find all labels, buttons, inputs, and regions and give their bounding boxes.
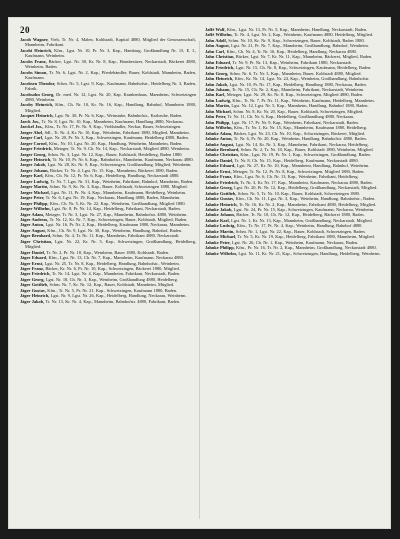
entry-details: Kfm., Ch. Nr. 12, Pr. Nr. 6, Kap., Heidelberg, Handlung, Neckarstadt 4880. (44, 173, 180, 179)
entry-details: Kfm., Nr. 10, Lgst. Nr. 20, Kap., Handlung, Weinheim, Mannheim, Baden. (49, 140, 183, 146)
entry-name: Jahnke Michael, (205, 234, 237, 240)
entry-details: Metzger, Tr. Nr. 9, Ch. Nr. 14, Kap., Neckarstadt, Mitglied 4880, Weinheim. (53, 146, 190, 152)
entry-details: Schm. Nr. 5, Lgst. 9, Kap., Kaufmann, Bahnhofstr., Heidelberg Nr. 3, Baden, Fabrik. (25, 80, 196, 92)
entry-details: Metzger, Lgst. Nr. 29, Kr. Nr. 8, Kap., Schwetzingen, Mitglied 4880, Baden. (226, 92, 364, 98)
entry-details: Bäcker, Tr. Nr. 10, Ch. Nr. 12, Kap., Heidelberg, Bäckerei 1880, Baden. (236, 212, 365, 218)
entry-details: Lgst. Nr. 22, Kr. Nr. 5, Kap., Schwetzingen, Großhandlung, Heidelberg, Mitglied. (25, 238, 196, 250)
entry-details: Sdl., Tr. Nr. 4, Kr. Nr. 10, Kap., Weinheim, Fabrikant 1880, Mitglied, Mannheim. (44, 129, 190, 135)
entry-details: Schm. Nr. 7, Kr. Nr. 12, Kap., Bauer, Kohlstadt, Mannheim, Mitglied. (49, 282, 175, 288)
entry-name: Jacobs Simon, (20, 69, 48, 75)
entry-details: Tr. Nr. 7, Lgst. Nr. 31, Kap., Weinheim, Fabrikant, Bahnhof, Mannheim, Baden. (50, 178, 194, 184)
entry-details: Kfm., Ch. Nr. 4, Tr. Nr. 16, Kap., Heidelberg, Handlung, Neckarau 4880. (226, 48, 357, 54)
entry-details: Metzger, Tr. Nr. 3, Lgst. Nr. 27, Kap., Mannheim, Bahnhofstr. 4880, Weinheim. (45, 211, 188, 217)
entry-details: Lgst. Nr. 20, Pr. Nr. 3, Kap., Schwetzingen, Kaufmann, Heidelberg 4880, Baden. (44, 135, 189, 141)
entry-name: Jahnke Gustav, (205, 196, 235, 202)
entry-name: Jahn Johann, (205, 86, 231, 92)
entry-details: Lgst. Nr. 16, Pr. Nr. 2, Kap., Heidelberg, Kaufmann 1880, Neckarau, Mannheim. (45, 222, 190, 228)
entry-name: Jahn Georg, (205, 70, 229, 76)
entry-name: Jaeger Johann, (20, 167, 49, 173)
entry-details: Kfm., Lgst. Nr. 13, Ch. Nr. 7, Kap., Mannheim, Kaufmann, Neckarau 4880. (48, 255, 184, 261)
entry-details: Metzger, Tr. Nr. 12, Pr. Nr. 8, Kap., Schwetzingen, Mitglied 1880, Baden. (232, 168, 365, 174)
entry-name: Jahnke Karl, (205, 217, 230, 223)
entry-name: Jahnke Anton, (205, 136, 233, 142)
right-column (205, 27, 381, 523)
entry-details: Bäcker, Kr. Nr. 6, Pr. Nr. 10, Kap., Schwetzingen, Bäckerei 1880, Mitglied. (45, 266, 180, 272)
entry-details: Tr. Nr. 15, Ch. Nr. 2, Kap., Mannheim, Fabrikant, Neckarstadt, Weinheim. (231, 86, 365, 92)
entry-details: Kfm., Ch. Nr. 5, Kr. Nr. 22, Kap., Weinheim, Großhandlung, Mitglied 1880. (49, 200, 186, 206)
directory-entry (20, 70, 196, 81)
entry-name: Jahn Christian, (205, 54, 235, 60)
entry-name: Jaeck Jos., (20, 118, 41, 124)
entry-name: Jäger Heinrich, (20, 293, 50, 299)
entry-details: Lgst. Nr. 18, Ch. Nr. 3, Kap., Weinheim, Großhandlung 4880, Heidelberg. (45, 276, 178, 282)
entry-name: Jäger Gustav, (20, 287, 46, 293)
entry-name: Jaeger Georg, (20, 151, 47, 157)
entry-details: Schm. Nr. 1, Lgst. Nr. 22, Kap., Bauer, Kohlstadt, Schwetzingen, Baden. (235, 228, 366, 234)
entry-details: Tr. Nr. 2, Pr. Nr. 18, Kap., Weinheim, Bauer 1880, Kohlstadt, Baden. (46, 249, 170, 255)
entry-details: Kfm., Ch. Nr. 10, Kr. Nr. 16, Kap., Handlung, Bahnhof, Mannheim 1880, Mitglied. (25, 102, 196, 113)
entry-details: Dr. med. Nr. 12, Lgst. Nr. 20, Kap. Krankenhaus, Mannheim, Schwetzingen 4880, Weinheim. (25, 91, 196, 102)
entry-details: Tr. Nr. 16, Kr. Nr. 2, Kap., Mannheim, Fabrikant 4880, Heidelberg, Mitglied. (238, 201, 377, 207)
entry-details: Kfm., Kr. Nr. 14, Lgst. Nr. 24, Kap., Weinheim, Großhandlung, Bahnhofstr. (234, 76, 370, 82)
entry-details: Schm. Nr. 5, Tr. Nr. 10, Kap., Bauer, Kohlstadt, Schwetzingen 1880. (237, 190, 360, 196)
entry-details: Tr. Nr. 4, Lgst. Nr. 2, Kap., Weinheim, Kaufmann 4880, Heidelberg, Mitglied. (233, 32, 374, 38)
entry-details: Lgst. Nr. 9, Lgst. Nr. 26, Kap., Heidelberg, Handlung, Neckarau, Weinheim. (50, 293, 187, 299)
entry-name: Jaeger Peter, (20, 195, 45, 201)
entry-details: Lgst. Nr. 30, Pr. Nr. 6, Kap., Weinstube, Bahnhofstr., Karlsruhe, Baden. (54, 113, 183, 119)
entry-name: Jahn Wilhelm, (205, 125, 233, 131)
entry-name: Jahnke Daniel, (205, 157, 234, 163)
entry-details: Kfm., Ch. Nr. 11, Lgst. Nr. 3, Kap., Weinheim, Handlung, Bahnhofstr., Baden. (235, 196, 376, 202)
entry-details: Tr. Nr. 11, Ch. Nr. 6, Kap., Heidelberg, Großhandlung 4880, Neckarau. (227, 114, 355, 120)
entry-name: Jahn Martin, (205, 103, 231, 109)
entry-details: Lgst. Nr. 24, Pr. Nr. 15, Kap., Schwetzingen, Kaufmann, Neckarau, Weinheim. (233, 206, 375, 212)
entry-details: Kfm., Lgst. Nr. 10, Pr. Nr. 3, Kap., Hamburg, Großhandlung Nr. 15, E. I., Kaufmann, Weinheim. (25, 47, 196, 59)
directory-entry (20, 92, 196, 103)
entry-details: Kfm., Tr. Nr. 17, Pr. Nr. 4, Kap., Weinheim, Handlung, Bahnhof 4880. (236, 223, 363, 229)
entry-name: Jahn Peter, (205, 114, 227, 120)
entry-name: Jahnke Heinrich, (205, 201, 238, 207)
entry-name: Jahn Jakob, (205, 81, 229, 87)
entry-details: Lgst. Nr. 28, Kr. Nr. 9, Kap., Schwetzingen, Großhandlung, Mitglied, Weinheim. (47, 162, 192, 168)
entry-name: Jahnke Martin, (205, 228, 235, 234)
entry-details: Kfm., Lgst. Nr. 6, Ch. Nr. 13, Kap., Weinheim, Fabrikant, Heidelberg. (233, 174, 359, 180)
entry-name: Jahn Philipp, (205, 119, 231, 125)
entry-details: Kfm., Lgst. Nr. 13, Pr. Nr. 5, Kap., Mannheim, Handlung, Neckarstadt, Baden. (226, 27, 368, 32)
entry-details: Bäcker, Tr. Nr. 4, Lgst. Nr. 15, Kap., Mannheim, Bäckerei 1880, Baden. (49, 167, 179, 173)
entry-details: Schm. Nr. 2, Tr. Nr. 18, Kap., Bauer, Kohlstadt 1880, Weinheim, Mitglied. (240, 146, 374, 152)
entry-details: Bäcker, Lgst. Nr. 7, Kr. Nr. 11, Kap., Mannheim, Bäckerei, Mitglied, Baden. (235, 54, 373, 60)
entry-name: Jacobi Heinrich, (20, 47, 52, 53)
entry-name: Jahnke Gottlieb, (205, 190, 237, 196)
entry-name: Jahnke Christian, (205, 152, 239, 158)
entry-name: Jaeger Karl, (20, 173, 44, 179)
entry-details: Lgst. Nr. 26, Ch. Nr. 1, Kap., Weinheim, Kaufmann, Neckarau, Baden. (231, 239, 359, 245)
entry-details: Lgst. Nr. 10, Pr. Nr. 17, Kap., Heidelberg, Handlung 1880, Neckarau, Baden. (229, 81, 367, 87)
directory-entry (20, 299, 196, 304)
entry-details: Schm. Nr. 8, Kr. Nr. 20, Kap., Bauer, Kohlstadt, Schwetzingen, Mitglied. (233, 108, 364, 114)
entry-name: Jäger Friedrich, (20, 271, 51, 277)
entry-name: Jaeger Ludwig, (20, 178, 50, 184)
directory-entry (20, 48, 196, 59)
entry-details: Kfm., Lgst. Nr. 19, Pr. Nr. 1, Kap., Schwetzingen, Großhandlung, Baden. (240, 152, 371, 158)
directory-entry (205, 251, 381, 256)
entry-name: Jaeger Cornel, (20, 140, 48, 146)
entry-name: Jacoby Heinrich, (20, 102, 54, 108)
entry-details: Tr. Nr. 8, Lgst. Nr. 10, Kap., Mannheim, Kaufmann, Handlung 4880, Neckarau. (41, 118, 184, 124)
entry-name: Jaeger Friedrich, (20, 146, 53, 152)
entry-details: Tr. Nr. 5, Kr. Nr. 19, Kap., Heidelberg, Fabrikant 1880, Mannheim, Mitglied. (237, 234, 375, 240)
entry-name: Jäger Bernhard, (20, 233, 52, 239)
entry-name: Jaeger Abel, (20, 129, 44, 135)
entry-name: Jäger Ernst, (20, 260, 44, 266)
entry-name: Jaeger Jakob, (20, 162, 47, 168)
entry-details: Tr. Nr. 6, Lgst. Nr. 19, Kap., Neckarau, Handlung 4880, Baden, Mannheim. (45, 195, 181, 201)
entry-details: Schm. Nr. 4, Tr. Nr. 11, Kap., Mannheim, Fabrikant 4880, Neckarstadt. (52, 233, 180, 239)
entry-name: Jaeger Martin, (20, 184, 49, 190)
entry-details: Lgst. Nr. 11, Kr. Nr. 21, Kap., Schwetzingen, Handlung, Heidelberg, Weinheim. (238, 250, 381, 256)
entry-details: Lgst. Nr. 15, Ch. Nr. 8, Kap., Schwetzingen, Kaufmann, Heidelberg, Baden. (235, 65, 372, 71)
entry-name: Jahnke Johann, (205, 212, 235, 218)
entry-details: Tr. Nr. 10, Pr. Nr. 6, Kap., Bahnhofstr., Mannheim, Kaufmann, Neckarau 4880. (52, 156, 194, 162)
entry-details: Kfm., Tr. Nr. 5, Pr. Nr. 21, Kap., Schwetzingen, Kaufmann 1880, Baden. (47, 287, 178, 293)
entry-name: Jaeckel Jos., (20, 124, 44, 130)
entry-details: Tr. Nr. 13, Kr. Nr. 4, Kap., Mannheim, Bahnhofstr. 4880, Fabrikant, Baden. (45, 298, 180, 304)
entry-name: Jäger Gottlieb, (20, 282, 49, 288)
entry-name: Jacquet Heinrich, (20, 113, 54, 119)
directory-entry (20, 102, 196, 113)
entry-details: Kfm., Pr. Nr. 16, Tr. Nr. 2, Kap., Mannheim, Großhandlung, Neckarstadt 4880. (236, 245, 377, 251)
directory-entry (20, 59, 196, 70)
entry-details: Tr. Nr. 14, Lgst. Nr. 4, Kap., Mannheim, Fabrikant, Neckarstadt, Baden. (51, 271, 181, 277)
entry-details: Tr. Nr. 8, Ch. Nr. 15, Kap., Heidelberg, Kaufmann, Neckarstadt 4880. (234, 157, 359, 163)
column-divider (199, 41, 200, 519)
entry-name: Jahn Karl, (205, 92, 226, 98)
entry-details: Tr. Nr. 6, Pr. Nr. 20, Kap., Weinheim, Handlung, Bahnhofstr. 4880, Baden. (233, 136, 367, 142)
entry-details: Schm. Nr. 3, Lgst. Nr. 12, Kap., Bauer, Kohlstadt, Heidelberg, Baden 1880. (47, 151, 183, 157)
entry-name: Jahn Carl, (205, 48, 226, 54)
directory-entry (20, 37, 196, 48)
entry-details: Kfm., Ch. Nr. 9, Lgst. Nr. 30, Kap., Weinheim, Handlung, Bahnhof, Baden. (47, 227, 183, 233)
entry-name: Jahn Adolf, (205, 37, 227, 43)
entry-name: Jaeger Heinrich, (20, 156, 52, 162)
entry-details: Lgst. Nr. 8, Pr. Nr. 14, Kap., Heidelberg, Fabrikant, Neckarstadt, Baden. (52, 206, 181, 212)
entry-name: Jahnke Franz, (205, 174, 233, 180)
entry-details: Lgst. Nr. 27, Kr. Nr. 10, Kap., Mannheim, Handlung, Bahnhof, Weinheim. (236, 163, 370, 169)
entry-details: Tr. Nr. 6, Lgst. Nr. 2, Kap., Pferdehändler, Bauer, Kohlstadt, Mannheim, Baden, Kaufmann. (25, 69, 196, 81)
entry-name: Jahnke Philipp, (205, 245, 235, 251)
entry-name: Jahnke Friedrich, (205, 179, 239, 185)
entry-name: Jaeger Michael, (20, 189, 50, 195)
entry-details: Lgst. Nr. 12, Lgst. Nr. 5, Kap., Mannheim, Handlung, Bahnhof 1880, Baden. (231, 103, 369, 109)
entry-name: Jahnke Adam, (205, 130, 233, 136)
entry-name: Jahnke Wilhelm, (205, 250, 237, 256)
entry-details: Tr. Nr. 3, Kr. Nr. 17, Kap., Mannheim, Kaufmann, Neckarau 4880, Baden. (240, 179, 373, 185)
left-column (20, 37, 196, 523)
entry-details: Lgst. Nr. 11, Pr. Nr. 4, Kap., Mannheim, Kaufmann, Heidelberg, Weinheim. (51, 189, 187, 195)
entry-details: Lgst. Nr. 25, Tr. Nr. 8, Kap., Heidelberg, Handlung, Bahnhofstr., Weinheim. (44, 260, 180, 266)
entry-name: Jahnke Ludwig, (205, 223, 236, 229)
entry-details: Lgst. Nr. 17, Pr. Nr. 9, Kap., Weinheim, Fabrikant, Neckarstadt, Baden. (231, 119, 359, 125)
entry-name: Jahnke Eduard, (205, 163, 236, 169)
entry-name: Jahnke Peter, (205, 239, 231, 245)
entry-details: Kfm., Tr. Nr. 7, Pr. Nr. 11, Kap., Weinheim, Kaufmann, Heidelberg, Mannheim. (232, 97, 375, 103)
entry-name: Jaeger Philipp, (20, 200, 49, 206)
entry-name: Jäger Adam, (20, 211, 45, 217)
entry-name: Jahn Friedrich, (205, 65, 235, 71)
directory-entry (20, 81, 196, 92)
entry-details: Schm. Nr. 10, Kr. Nr. 9, Kap., Schwetzingen, Bauer, Kohlstadt, Baden 1880. (228, 37, 365, 43)
entry-details: Schm. Nr. 6, Tr. Nr. 3, Kap., Mannheim, Bauer, Kohlstadt 4880, Mitglied. (229, 70, 362, 76)
entry-name: Jacobsohn Georg, (20, 91, 55, 97)
entry-name: Jahnke Georg, (205, 185, 233, 191)
entry-name: Jaffé Wolf, (205, 27, 226, 32)
entry-name: Jahn Heinrich, (205, 76, 234, 82)
entry-name: Jacobsen Theodor, (20, 80, 56, 86)
entry-details: Kfm., Tr. Nr. 1, Kr. Nr. 15, Kap., Mannheim, Kaufmann 1880, Heidelberg. (233, 125, 368, 131)
entry-name: Jacob Wagner, (20, 37, 49, 42)
entry-name: Jahnke Jakob, (205, 206, 233, 212)
entry-details: Tr. Nr. 9, Pr. Nr. 13, Kap., Weinheim, Fabrikant 1880, Neckarstadt. (232, 59, 352, 65)
entry-details: Lgst. Nr. 14, Kr. Nr. 3, Kap., Mannheim, Fabrikant, Neckarau, Heidelberg. (235, 141, 369, 147)
directory-page (8, 17, 391, 529)
entry-name: Jäger Jakob, (20, 298, 45, 304)
entry-name: Jäger Daniel, (20, 249, 45, 255)
entry-details: Bäcker, Lgst. Nr. 23, Ch. Nr. 10, Kap., Schwetzingen, Bäckerei, Mitglied. (233, 130, 366, 136)
entry-name: Jahn Michael, (205, 108, 232, 114)
entry-name: Jäger Anton, (20, 222, 45, 228)
entry-name: Jaeger Wilhelm, (20, 206, 51, 212)
entry-name: Jäger Eduard, (20, 255, 48, 261)
entry-details: Bäcker, Lgst. Nr. 30, Kr. Nr. 8, Kap., Hausbesitzer, Neckarstadt, Bäckerei 4880, Weinheim, Baden. (25, 58, 196, 70)
entry-details: Schm. Nr. 9, Kr. Nr. 3, Kap., Bauer, Kohlstadt, Schwetzingen 1880, Mitglied. (49, 184, 188, 190)
entry-name: Jäger Andreas, (20, 216, 49, 222)
entry-details: Lgst. Nr. 1, Kr. Nr. 13, Kap., Mannheim, Großhandlung, Neckarstadt, Mitglied. (231, 217, 373, 223)
entry-name: Jahn Ludwig, (205, 97, 232, 103)
entry-name: Jahnke August, (205, 141, 235, 147)
entry-details: Vieh, Tr. Nr. 4, Malen, Kohlstadt, Kapital 4880, Mitglied der Genossenschaft, Mannheim, Fabrikant. (25, 37, 196, 48)
entry-name: Jahnke Ernst, (205, 168, 232, 174)
entry-details: Lgst. Nr. 21, Pr. Nr. 7, Kap., Mannheim, Großhandlung, Bahnhof, Weinheim. (231, 43, 369, 49)
entry-details: Kfm., Tr. Nr. 17, Pr. Nr. 9, Kap., Viehhändler, Neckar, Bauer, Schwetzingen. (44, 124, 182, 130)
entry-name: Jäger Georg, (20, 276, 45, 282)
entry-name: Jaeger Carl, (20, 135, 44, 141)
entry-name: Jacobs Franz, (20, 58, 47, 64)
entry-name: Jäger Franz, (20, 266, 45, 272)
entry-name: Jahnke Bernhard, (205, 146, 240, 152)
directory-entry (20, 239, 196, 250)
entry-name: Jäger August, (20, 227, 46, 233)
entry-name: Jahn August, (205, 43, 230, 49)
entry-name: Jahn Eduard, (205, 59, 232, 65)
page-number: 20 (20, 25, 30, 35)
entry-name: Jaffé Wilhelm, (205, 32, 233, 38)
entry-name: Jäger Christian, (20, 238, 53, 244)
entry-details: Lgst. Nr. 20, Pr. Nr. 12, Kap., Heidelberg, Großhandlung, Neckarstadt, Mitglied. (234, 185, 378, 191)
entry-details: Tr. Nr. 12, Kr. Nr. 7, Kap., Schwetzingen, Bauer, Kohlstadt, Mitglied, Baden. (49, 216, 188, 222)
